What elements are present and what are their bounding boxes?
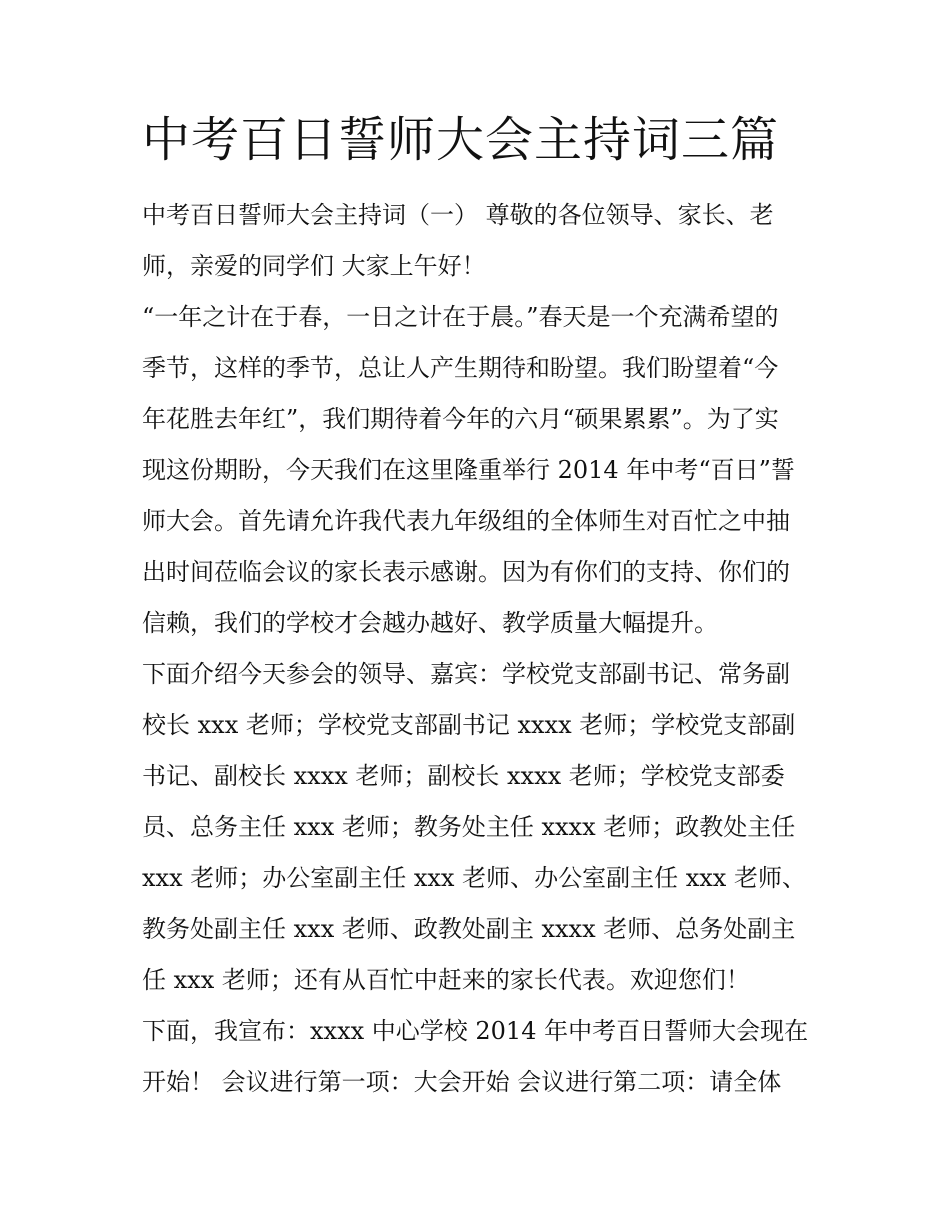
text-line: 下面，我宣布：xxxx 中心学校 2014 年中考百日誓师大会现在 [142,1016,809,1045]
text-line: 中考百日誓师大会主持词（一） 尊敬的各位领导、家长、老 [142,200,774,229]
text-line: 书记、副校长 xxxx 老师；副校长 xxxx 老师；学校党支部委 [142,761,785,790]
text-line: 校长 xxx 老师；学校党支部副书记 xxxx 老师；学校党支部副 [142,710,796,739]
text-line: 员、总务主任 xxx 老师；教务处主任 xxxx 老师；政教处主任 [142,812,796,841]
document-title: 中考百日誓师大会主持词三篇 [142,112,780,168]
text-line: 出时间莅临会议的家长表示感谢。因为有你们的支持、你们的 [142,557,790,586]
document-body [142,190,812,1108]
text-line: 下面介绍今天参会的领导、嘉宾：学校党支部副书记、常务副 [142,659,790,688]
text-line: 任 xxx 老师；还有从百忙中赶来的家长代表。欢迎您们！ [142,965,750,994]
text-line: 年花胜去年红”，我们期待着今年的六月“硕果累累”。为了实 [142,404,779,433]
text-line: “一年之计在于春，一日之计在于晨。”春天是一个充满希望的 [142,302,779,331]
text-line: 开始！ 会议进行第一项：大会开始 会议进行第二项：请全体 [142,1067,782,1096]
text-line: xxx 老师；办公室副主任 xxx 老师、办公室副主任 xxx 老师、 [142,863,806,892]
text-line: 教务处副主任 xxx 老师、政教处副主 xxxx 老师、总务处副主 [142,914,796,943]
text-line: 信赖，我们的学校才会越办越好、教学质量大幅提升。 [142,608,718,637]
text-line: 师大会。首先请允许我代表九年级组的全体师生对百忙之中抽 [142,506,790,535]
text-line: 现这份期盼，今天我们在这里隆重举行 2014 年中考“百日”誓 [142,455,795,484]
text-line: 师，亲爱的同学们 大家上午好！ [142,251,486,280]
document-page [142,112,812,1108]
text-line: 季节，这样的季节，总让人产生期待和盼望。我们盼望着“今 [142,353,779,382]
